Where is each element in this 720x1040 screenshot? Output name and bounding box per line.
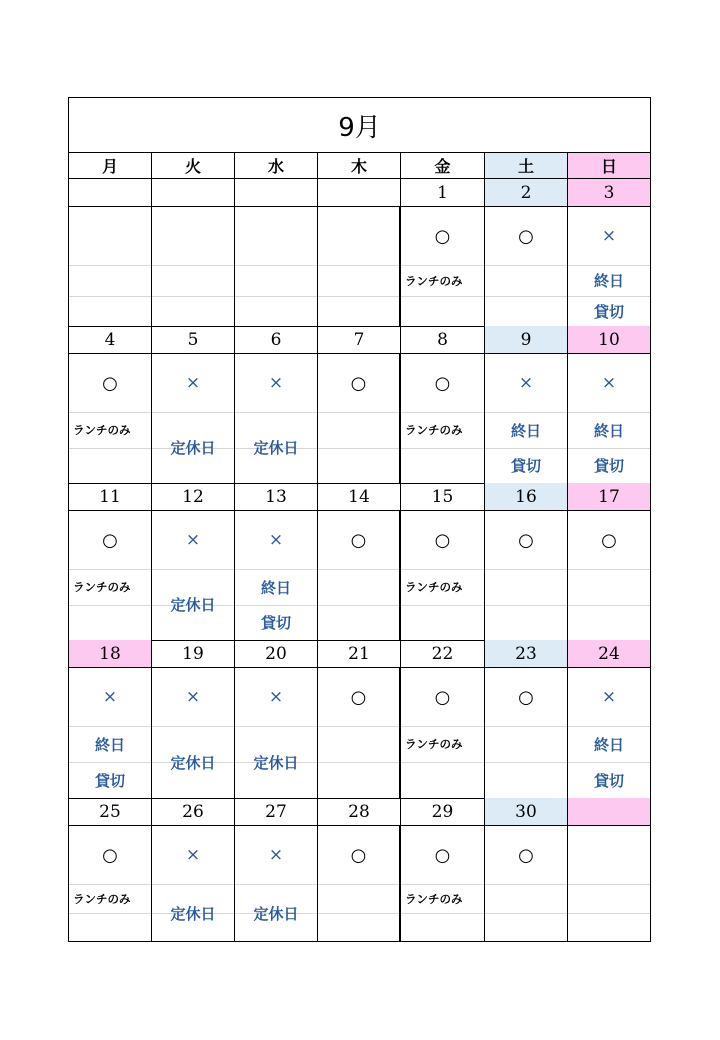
reserved-note-line2: 貸切 [593, 302, 624, 321]
weekday-thu: 木 [318, 153, 401, 179]
cell-guide-line [318, 448, 399, 449]
open-mark: ○ [350, 686, 367, 708]
cell-guide-line [485, 762, 567, 763]
day-number: 7 [318, 326, 401, 354]
day-number [152, 179, 235, 207]
weekday-tue: 火 [152, 153, 235, 179]
day-number: 23 [485, 640, 568, 668]
day-number: 22 [401, 640, 485, 668]
day-number: 13 [235, 483, 318, 511]
day-cell-sun [568, 511, 650, 640]
day-cell-tue [152, 668, 235, 798]
closed-mark: × [268, 687, 284, 707]
day-cell-wed [235, 826, 318, 942]
day-cell-wed [235, 207, 318, 326]
reserved-note-line1: 終日 [260, 578, 291, 597]
day-cell-tue [152, 354, 235, 483]
open-mark: ○ [518, 225, 534, 247]
closed-mark: × [185, 373, 201, 393]
closed-mark: × [102, 687, 118, 707]
day-cell-fri [401, 668, 485, 798]
cell-guide-line [318, 569, 399, 570]
cell-guide-line [485, 296, 567, 297]
regular-holiday-note: 定休日 [170, 596, 216, 614]
day-number: 19 [152, 640, 235, 668]
day-number: 25 [69, 798, 152, 826]
day-number: 15 [401, 483, 485, 511]
cell-guide-line [568, 884, 650, 885]
day-number: 18 [69, 640, 152, 668]
day-cell-thu [318, 826, 401, 942]
regular-holiday-note: 定休日 [170, 439, 216, 457]
day-number [69, 179, 152, 207]
weekday-sun: 日 [568, 153, 650, 179]
cell-guide-line [485, 265, 567, 266]
closed-mark: × [268, 845, 284, 865]
regular-holiday-note: 定休日 [253, 439, 299, 457]
day-cell-wed [235, 354, 318, 483]
closed-mark: × [268, 373, 284, 393]
day-number: 28 [318, 798, 401, 826]
day-cell-thu [318, 207, 401, 326]
closed-mark: × [601, 226, 617, 246]
day-number: 27 [235, 798, 318, 826]
day-cell-wed [235, 668, 318, 798]
lunch-only-note: ランチのみ [405, 891, 463, 906]
day-number: 16 [485, 483, 568, 511]
closed-mark: × [185, 687, 201, 707]
cell-guide-line [318, 913, 399, 914]
open-mark: ○ [102, 529, 118, 551]
day-number: 1 [401, 179, 485, 207]
cell-guide-line [235, 265, 317, 266]
day-number: 4 [69, 326, 152, 354]
lunch-only-note: ランチのみ [405, 273, 463, 288]
cell-guide-line [401, 448, 484, 449]
day-cell-sat [485, 354, 568, 483]
cell-guide-line [152, 265, 234, 266]
closed-mark: × [185, 530, 201, 550]
day-cell-fri [401, 354, 485, 483]
day-cell-thu [318, 511, 401, 640]
cell-guide-line [485, 605, 567, 606]
cell-guide-line [568, 913, 650, 914]
day-cell-sun [568, 668, 650, 798]
lunch-only-note: ランチのみ [73, 580, 131, 594]
weekday-fri: 金 [401, 153, 485, 179]
week-row [69, 326, 650, 483]
closed-mark: × [518, 373, 534, 393]
day-number: 20 [235, 640, 318, 668]
day-cell-thu [318, 668, 401, 798]
day-number: 3 [568, 179, 650, 207]
open-mark: ○ [434, 529, 451, 551]
day-cell-tue [152, 511, 235, 640]
open-mark: ○ [102, 372, 118, 394]
day-number: 2 [485, 179, 568, 207]
cell-guide-line [318, 884, 399, 885]
open-mark: ○ [434, 225, 451, 247]
reserved-note-line2: 貸切 [260, 614, 291, 632]
closed-mark: × [185, 845, 201, 865]
closed-mark: × [601, 373, 617, 393]
cell-guide-line [69, 265, 151, 266]
cell-guide-line [318, 605, 399, 606]
day-cell-mon [69, 511, 152, 640]
day-cell-sat [485, 511, 568, 640]
weekday-sat: 土 [485, 153, 568, 179]
day-number [568, 798, 650, 826]
cell-guide-line [485, 913, 567, 914]
cell-guide-line [568, 605, 650, 606]
day-cell-mon [69, 826, 152, 942]
day-cell-mon [69, 668, 152, 798]
day-cell-fri [401, 207, 485, 326]
open-mark: ○ [518, 686, 534, 708]
day-cell-tue [152, 826, 235, 942]
day-cell-sat [485, 207, 568, 326]
regular-holiday-note: 定休日 [253, 753, 299, 772]
day-number: 9 [485, 326, 568, 354]
reserved-note-line1: 終日 [593, 735, 624, 754]
cell-guide-line [401, 913, 484, 914]
day-cell-sun [568, 207, 650, 326]
calendar-title: 9月 [69, 98, 650, 153]
day-number: 29 [401, 798, 485, 826]
day-cell-sat [485, 668, 568, 798]
calendar [68, 97, 651, 942]
cell-guide-line [401, 762, 484, 763]
cell-guide-line [318, 265, 399, 266]
cell-guide-line [318, 412, 399, 413]
closed-mark: × [268, 530, 284, 550]
week-row [69, 640, 650, 798]
day-cell-mon [69, 207, 152, 326]
open-mark: ○ [518, 529, 534, 551]
cell-guide-line [485, 726, 567, 727]
open-mark: ○ [434, 686, 451, 708]
day-cell-sat [485, 826, 568, 942]
reserved-note-line1: 終日 [94, 735, 125, 754]
day-number [318, 179, 401, 207]
lunch-only-note: ランチのみ [73, 891, 131, 906]
day-number: 5 [152, 326, 235, 354]
closed-mark: × [601, 687, 617, 707]
reserved-note-line2: 貸切 [510, 457, 541, 475]
reserved-note-line1: 終日 [510, 421, 541, 440]
day-number: 30 [485, 798, 568, 826]
cell-guide-line [485, 884, 567, 885]
open-mark: ○ [350, 529, 367, 551]
reserved-note-line2: 貸切 [94, 771, 125, 790]
day-number: 24 [568, 640, 650, 668]
day-cell-fri [401, 826, 485, 942]
cell-guide-line [152, 296, 234, 297]
open-mark: ○ [350, 844, 367, 866]
day-cell-mon [69, 354, 152, 483]
day-cell-sun [568, 354, 650, 483]
day-cell-tue [152, 207, 235, 326]
day-cell-wed [235, 511, 318, 640]
open-mark: ○ [102, 844, 118, 866]
day-number: 26 [152, 798, 235, 826]
cell-guide-line [318, 762, 399, 763]
cell-guide-line [401, 605, 484, 606]
open-mark: ○ [434, 844, 451, 866]
day-number: 10 [568, 326, 650, 354]
reserved-note-line1: 終日 [593, 421, 624, 440]
day-cell-thu [318, 354, 401, 483]
open-mark: ○ [434, 372, 451, 394]
weekday-wed: 水 [235, 153, 318, 179]
cell-guide-line [69, 296, 151, 297]
weekday-mon: 月 [69, 153, 152, 179]
regular-holiday-note: 定休日 [170, 904, 216, 923]
cell-guide-line [485, 569, 567, 570]
week-row [69, 179, 650, 326]
day-cell-fri [401, 511, 485, 640]
cell-guide-line [235, 296, 317, 297]
reserved-note-line2: 貸切 [593, 771, 624, 790]
cell-guide-line [318, 726, 399, 727]
lunch-only-note: ランチのみ [405, 423, 463, 437]
day-number: 17 [568, 483, 650, 511]
cell-guide-line [318, 296, 399, 297]
day-number [235, 179, 318, 207]
week-row [69, 483, 650, 640]
cell-guide-line [401, 296, 484, 297]
open-mark: ○ [601, 529, 617, 551]
day-number: 6 [235, 326, 318, 354]
day-number: 11 [69, 483, 152, 511]
reserved-note-line2: 貸切 [593, 457, 624, 475]
day-number: 14 [318, 483, 401, 511]
cell-guide-line [69, 448, 151, 449]
cell-guide-line [568, 569, 650, 570]
weekday-header [69, 153, 650, 179]
regular-holiday-note: 定休日 [253, 904, 299, 923]
lunch-only-note: ランチのみ [405, 580, 463, 594]
reserved-note-line1: 終日 [593, 272, 624, 290]
day-number: 8 [401, 326, 485, 354]
lunch-only-note: ランチのみ [73, 423, 131, 437]
regular-holiday-note: 定休日 [170, 753, 216, 772]
day-number: 12 [152, 483, 235, 511]
open-mark: ○ [518, 844, 534, 866]
cell-guide-line [69, 605, 151, 606]
day-number: 21 [318, 640, 401, 668]
lunch-only-note: ランチのみ [405, 737, 463, 751]
week-row [69, 798, 650, 942]
open-mark: ○ [350, 372, 367, 394]
day-cell-sun [568, 826, 650, 942]
cell-guide-line [69, 913, 151, 914]
